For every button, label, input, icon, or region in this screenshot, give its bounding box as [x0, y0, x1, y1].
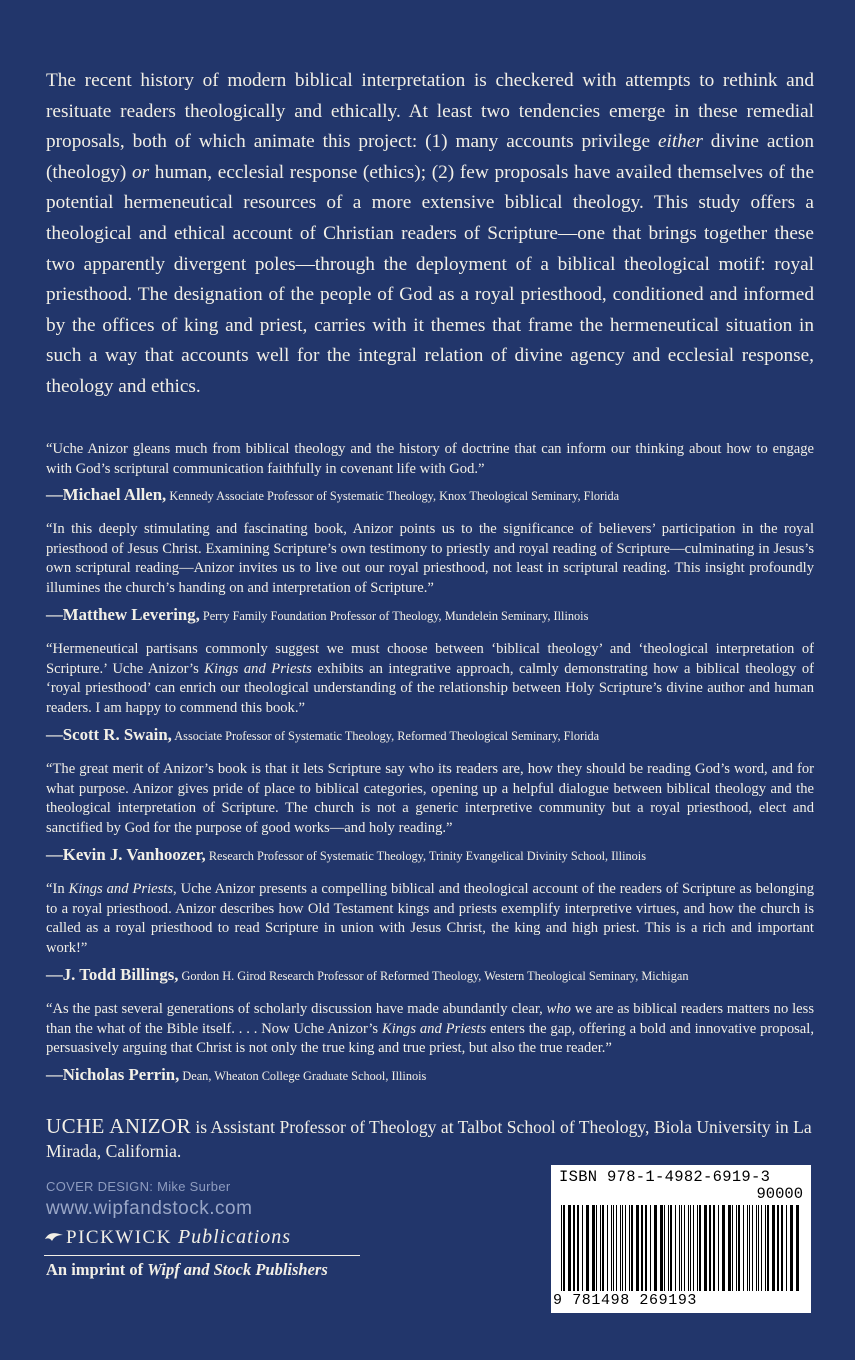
barcode-bar — [561, 1205, 562, 1291]
publisher-name: PICKWICK — [66, 1227, 172, 1248]
endorsement-swain — [46, 640, 814, 746]
blurb-text-1: The recent history of modern biblical interpretation is checkered with attempts to rethink and resituate readers theologically and ethically. At least two tendencies emerge in these remedial proposals, both of which animate this project: (1) many accounts privilege — [46, 70, 814, 153]
barcode-bar — [684, 1205, 685, 1291]
endorser-title: Kennedy Associate Professor of Systematic Theology, Knox Theological Seminary, Florida — [169, 489, 620, 504]
barcode-bar — [616, 1205, 617, 1291]
barcode-bar — [728, 1205, 731, 1291]
publisher-logo — [44, 1226, 360, 1252]
book-title-italic: Kings and Priests — [68, 881, 174, 897]
imprint-publisher: Wipf and Stock Publishers — [147, 1260, 328, 1279]
barcode-bar — [747, 1205, 748, 1291]
endorsement-attribution — [46, 845, 814, 866]
endorsement-attribution — [46, 965, 814, 986]
endorser-name: —Kevin J. Vanhoozer, — [46, 844, 206, 864]
endorser-name: —Matthew Levering, — [46, 604, 200, 624]
quote-text: , Uche Anizor presents a compelling biblical and theological account of the readers of Scripture as belonging to a royal priesthood. Anizor describes how Old Testament kings and priests exemplify interpretive virtues, and how the church is called as a royal priesthood to read Scripture in union with Jesus Christ, the king and high priest. This is a rich and important work!” — [46, 881, 814, 957]
endorser-name: —J. Todd Billings, — [46, 964, 179, 984]
emphasis-who: who — [546, 1001, 571, 1017]
barcode-bar — [758, 1205, 759, 1291]
endorsement-quote: “In this deeply stimulating and fascinating book, Anizor points us to the significance of believers’ participation in the royal priesthood of Jesus Christ. Examining Scripture’s own testimony to priestly and royal reading of Scripture—culminating in Jesus’s own scriptural reading—Anizor invites us to live out our royal priesthood, not least in scriptural reading. This insight profoundly illumines the church’s handing on and interpretation of Scripture.” — [46, 521, 814, 597]
endorser-name: —Nicholas Perrin, — [46, 1065, 180, 1085]
barcode-bar — [767, 1205, 769, 1291]
endorsement-quote — [46, 1000, 814, 1059]
barcode-bar — [690, 1205, 691, 1291]
blurb-emphasis-either: either — [657, 131, 703, 153]
barcode-bar — [596, 1205, 597, 1291]
barcode-bar — [688, 1205, 689, 1291]
barcode-bar — [675, 1205, 676, 1291]
barcode-bar — [736, 1205, 737, 1291]
barcode-bar — [681, 1205, 682, 1291]
quote-text: enters the gap, offering a bold and innovative proposal, persuasively arguing that Christ is not only the true king and true priest, but also the true reader.” — [46, 1020, 814, 1057]
barcode-bar — [582, 1205, 583, 1291]
barcode-bar — [786, 1205, 787, 1291]
barcode-bar — [777, 1205, 779, 1291]
endorsement-attribution — [46, 725, 814, 746]
endorsement-quote — [46, 640, 814, 719]
isbn-number: ISBN 978-1-4982-6919-3 — [559, 1168, 771, 1186]
barcode-bar — [704, 1205, 707, 1291]
endorsement-quote: “The great merit of Anizor’s book is that it lets Scripture say who its readers are, how they should be reading God’s word, and for what purpose. Anizor gives pride of place to biblical categories, opening up a helpful dialogue between biblical theology and the theological interpretation of Scripture. The church is not a generic interpretive community but a royal priesthood, elect and sanctified by God for the purpose of good works—and holy reading.” — [46, 761, 814, 837]
author-name: UCHE ANIZOR — [46, 1114, 191, 1138]
blurb-text-2: divine action (theology) — [46, 131, 814, 183]
barcode-bar — [636, 1205, 639, 1291]
blurb-emphasis-or: or — [131, 161, 150, 183]
endorsement-attribution — [46, 605, 814, 626]
barcode-bar — [664, 1205, 665, 1291]
endorsement-allen — [46, 440, 814, 506]
barcode-bar — [693, 1205, 694, 1291]
barcode-bar — [796, 1205, 799, 1291]
imprint-line — [46, 1260, 328, 1280]
endorser-title: Dean, Wheaton College Graduate School, Illinois — [182, 1069, 427, 1084]
barcode-bar — [625, 1205, 626, 1291]
barcode-bar — [781, 1205, 783, 1291]
cover-design-credit: COVER DESIGN: Mike Surber — [46, 1179, 231, 1194]
barcode-bar — [641, 1205, 643, 1291]
barcode-bar — [563, 1205, 565, 1291]
barcode-bar — [602, 1205, 604, 1291]
barcode-digits: 9 781498 269193 — [553, 1292, 698, 1309]
barcode-bar — [756, 1205, 757, 1291]
barcode-bar — [660, 1205, 663, 1291]
quote-text: “Hermeneutical partisans commonly suggest we must choose between ‘biblical theology’ and ‘theological interpretation of Scripture.’ Uche Anizor’s — [46, 641, 814, 677]
barcode-bar — [713, 1205, 715, 1291]
bird-icon — [44, 1227, 66, 1250]
barcode-bar — [670, 1205, 672, 1291]
endorsement-levering — [46, 520, 814, 626]
endorser-name: —Scott R. Swain, — [46, 724, 172, 744]
blurb-text-3: human, ecclesial response (ethics); (2) few proposals have availed themselves of the potential hermeneutical resources of a more extensive biblical theology. This study offers a theological and ethical account of Christian readers of Scripture—one that brings together these two apparently divergent poles—through the deployment of a biblical theological motif: royal priesthood. The designation of the people of God as a royal priesthood, conditioned and informed by the offices of king and priest, carries with it themes that frame the hermeneutical situation in such a way that accounts well for the integral relation of divine agency and ecclesial response, theology and ethics. — [46, 161, 814, 397]
barcode-bar — [743, 1205, 744, 1291]
barcode-bar — [749, 1205, 750, 1291]
endorser-title: Associate Professor of Systematic Theology, Reformed Theological Seminary, Florida — [174, 728, 600, 743]
endorser-name: —Michael Allen, — [46, 485, 167, 505]
barcode-bar — [568, 1205, 571, 1291]
barcode-bar — [607, 1205, 608, 1291]
barcode-bar — [645, 1205, 647, 1291]
barcode-bar — [654, 1205, 657, 1291]
barcode-bar — [650, 1205, 651, 1291]
endorsement-quote — [46, 880, 814, 959]
barcode-bar — [709, 1205, 711, 1291]
endorsement-vanhoozer — [46, 760, 814, 866]
isbn-barcode — [551, 1165, 811, 1313]
publisher-divider — [44, 1255, 360, 1256]
barcode-bar — [613, 1205, 614, 1291]
publisher-website: www.wipfandstock.com — [46, 1198, 253, 1219]
author-bio-text: is Assistant Professor of Theology at Talbot School of Theology, Biola University in La Mirada, California. — [46, 1117, 812, 1161]
endorsement-attribution — [46, 1065, 814, 1086]
quote-text: we are as biblical readers matters no less than the what of the Bible itself. . . . Now Uche Anizor’s — [46, 1001, 814, 1037]
endorser-title: Research Professor of Systematic Theology, Trinity Evangelical Divinity School, Illinois — [208, 848, 647, 863]
book-title-italic: Kings and Priests — [204, 660, 312, 677]
barcode-bar — [722, 1205, 725, 1291]
barcode-bar — [600, 1205, 601, 1291]
endorser-title: Gordon H. Girod Research Professor of Reformed Theology, Western Theological Seminary, Michigan — [181, 968, 689, 983]
barcode-bar — [718, 1205, 719, 1291]
barcode-bar — [620, 1205, 621, 1291]
barcode-bar — [592, 1205, 595, 1291]
barcode-bar — [761, 1205, 762, 1291]
barcode-bar — [699, 1205, 701, 1291]
barcode-bar — [629, 1205, 630, 1291]
barcode-bar — [738, 1205, 740, 1291]
barcode-bars — [559, 1205, 803, 1291]
barcode-bar — [631, 1205, 633, 1291]
endorsement-billings — [46, 880, 814, 986]
endorsement-quote: “Uche Anizor gleans much from biblical theology and the history of doctrine that can inform our thinking about how to engage with God’s scriptural communication faithfully in covenant life with God.” — [46, 441, 814, 477]
barcode-bar — [790, 1205, 793, 1291]
barcode-bar — [772, 1205, 775, 1291]
endorsement-perrin — [46, 1000, 814, 1086]
barcode-bar — [611, 1205, 612, 1291]
barcode-bar — [586, 1205, 589, 1291]
imprint-text: An imprint of — [46, 1260, 148, 1279]
quote-text: “In — [46, 881, 69, 897]
price-code: 90000 — [756, 1185, 803, 1203]
barcode-bar — [732, 1205, 733, 1291]
endorsement-attribution — [46, 485, 814, 506]
quote-text: exhibits an integrative approach, calmly demonstrating how a biblical theology of ‘royal priesthood’ can enrich our theological understanding of the relationship between Holy Scripture’s divine author and human readers. I am happy to commend this book.” — [46, 660, 814, 717]
publisher-name-italic: Publications — [177, 1226, 292, 1248]
author-bio — [46, 1114, 816, 1163]
barcode-bar — [668, 1205, 669, 1291]
endorser-title: Perry Family Foundation Professor of Theology, Mundelein Seminary, Illinois — [202, 608, 589, 623]
barcode-bar — [679, 1205, 680, 1291]
book-title-italic: Kings and Priests — [381, 1020, 487, 1037]
quote-text: “As the past several generations of scholarly discussion have made abundantly clear, — [46, 1001, 547, 1017]
barcode-bar — [622, 1205, 623, 1291]
description-blurb — [46, 66, 814, 403]
barcode-bar — [573, 1205, 575, 1291]
barcode-bar — [577, 1205, 579, 1291]
barcode-bar — [752, 1205, 753, 1291]
barcode-bar — [765, 1205, 766, 1291]
barcode-bar — [697, 1205, 698, 1291]
